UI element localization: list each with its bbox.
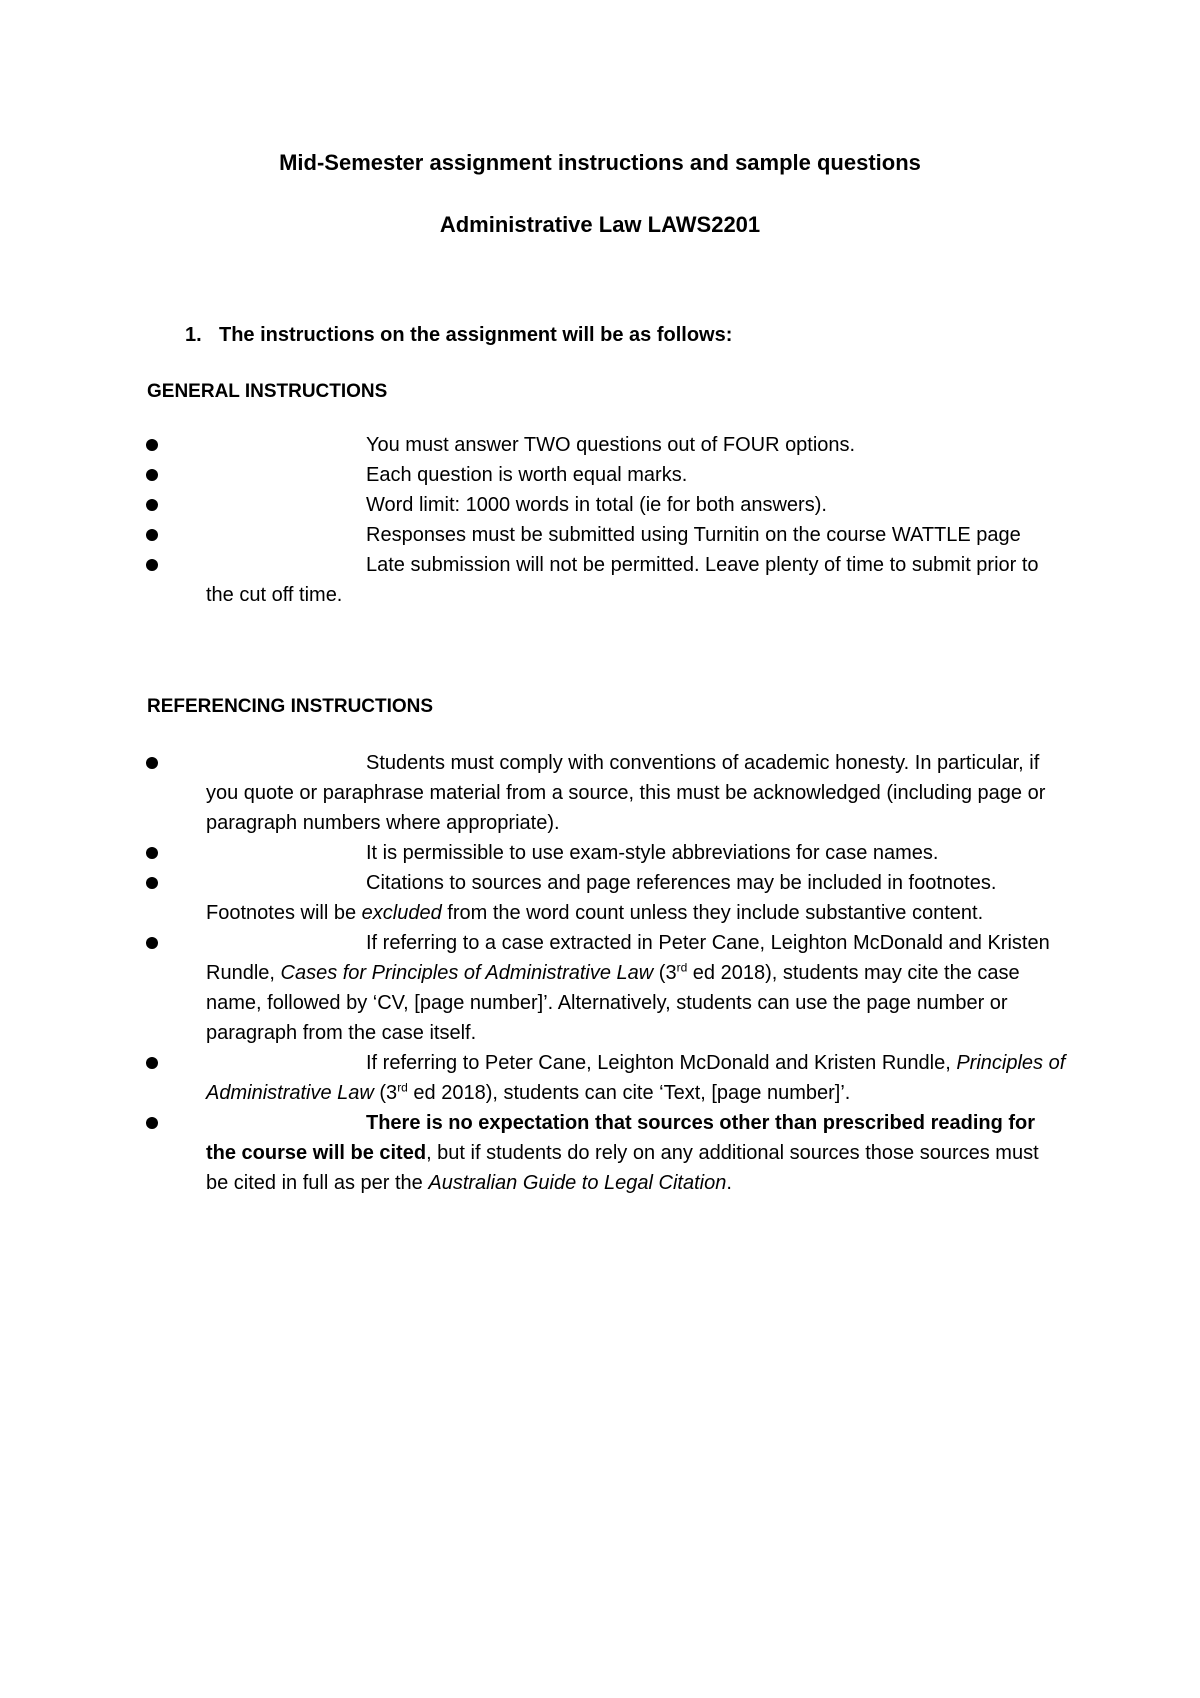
bullet-icon xyxy=(146,499,158,511)
bullet-icon xyxy=(146,439,158,451)
bullet-icon xyxy=(146,469,158,481)
list-item: If referring to a case extracted in Peter Cane, Leighton McDonald and Kristen Rundle, Cases for Principles of Administrative Law (3rd ed 2018), students may cite the case name, followed by ‘CV, [page number]’. Alternatively, students can use the page number or paragraph from the case itself. xyxy=(0,928,1066,1048)
list-item: There is no expectation that sources other than prescribed reading for the course will be cited, but if students do rely on any additional sources those sources must be cited in full as per the Australian Guide to Legal Citation. xyxy=(0,1108,1066,1198)
item-number: 1. xyxy=(185,324,202,346)
referencing-instructions-list xyxy=(0,748,1200,1198)
referencing-instructions-heading: REFERENCING INSTRUCTIONS xyxy=(147,696,434,717)
list-item: Word limit: 1000 words in total (ie for both answers). xyxy=(0,490,1066,520)
list-item: Late submission will not be permitted. Leave plenty of time to submit prior to the cut off time. xyxy=(0,550,1066,610)
numbered-item xyxy=(185,320,732,350)
general-instructions-heading: GENERAL INSTRUCTIONS xyxy=(147,381,388,402)
page-title: Mid-Semester assignment instructions and sample questions xyxy=(279,150,921,175)
bullet-icon xyxy=(146,529,158,541)
bullet-icon xyxy=(146,847,158,859)
list-item: It is permissible to use exam-style abbreviations for case names. xyxy=(0,838,1066,868)
bullet-icon xyxy=(146,1057,158,1069)
list-item: Responses must be submitted using Turnitin on the course WATTLE page xyxy=(0,520,1066,550)
bullet-icon xyxy=(146,757,158,769)
bullet-icon xyxy=(146,937,158,949)
bullet-icon xyxy=(146,559,158,571)
list-item: Citations to sources and page references may be included in footnotes. Footnotes will be excluded from the word count unless they include substantive content. xyxy=(0,868,1066,928)
list-item: Each question is worth equal marks. xyxy=(0,460,1066,490)
list-item: You must answer TWO questions out of FOUR options. xyxy=(0,430,1066,460)
bullet-icon xyxy=(146,877,158,889)
bullet-icon xyxy=(146,1117,158,1129)
page-subtitle: Administrative Law LAWS2201 xyxy=(439,212,761,237)
list-item: If referring to Peter Cane, Leighton McDonald and Kristen Rundle, Principles of Administrative Law (3rd ed 2018), students can cite ‘Text, [page number]’. xyxy=(0,1048,1066,1108)
general-instructions-list xyxy=(0,430,1200,610)
item-text: The instructions on the assignment will be as follows: xyxy=(219,324,733,346)
list-item: Students must comply with conventions of academic honesty. In particular, if you quote or paraphrase material from a source, this must be acknowledged (including page or paragraph numbers where appropriate). xyxy=(0,748,1066,838)
